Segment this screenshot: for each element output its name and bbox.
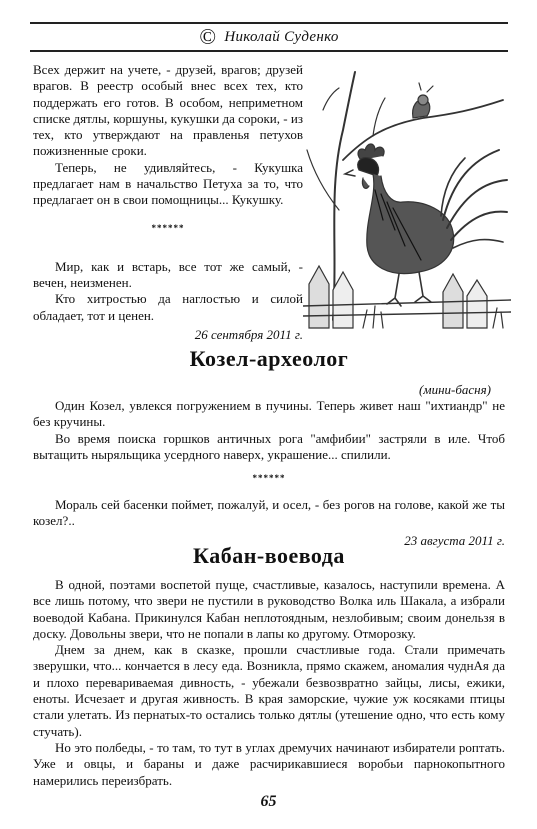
fable-date: 23 августа 2011 г. [404, 532, 505, 548]
fable-section [33, 346, 505, 549]
poem-paragraph: Всех держит на учете, - друзей, врагов; друзей врагов. В реестр особый внес всех тех, кто поддержать его готов. В особом, неприметном списке дятлы, коршуны, кукушки да сороки, - из тех, кто утверждают на правленья петухов пожизненные сроки. [33, 62, 303, 159]
running-header [30, 22, 508, 52]
fable-paragraph: Во время поиска горшков античных рога "амфибии" застряли в иле. Чтоб вытащить ныряльщика усердного наверх, украшение... спилили. [33, 430, 505, 462]
poem-section [33, 62, 303, 343]
author-name: Николай Суденко [224, 28, 339, 45]
moral-paragraph: Мир, как и встарь, все тот же самый, - вечен, неизменен. [33, 258, 303, 290]
story-paragraph: Но это полбеды, - то там, то тут в углах дремучих начинают избиратели роптать. Уже и овцы, и бараны и даже расчирикавшиеся воробьи парнокопытного намерились переизбрать. [33, 739, 505, 788]
story-section [33, 543, 505, 789]
fable-moral: Мораль сей басенки поймет, пожалуй, и осел, - без рогов на голове, какой же ты козел?.. [33, 497, 505, 529]
story-title: Кабан-воевода [193, 543, 345, 568]
fable-title: Козел-археолог [189, 346, 349, 371]
poem-paragraph: Теперь, не удивляйтесь, - Кукушка предлагает нам в начальство Петуха за то, что предлагает он в свои помощницы... Кукушку. [33, 159, 303, 208]
page-number: 65 [260, 793, 277, 810]
poem-date: 26 сентября 2011 г. [194, 326, 303, 342]
fable-paragraph: Один Козел, увлекся погружением в пучины. Теперь живет наш "ихтиандр" не без кручины. [33, 398, 505, 430]
section-divider: ****** [151, 222, 185, 233]
section-divider: ****** [252, 473, 286, 484]
copyright-symbol: © [199, 24, 217, 49]
rooster-illustration [303, 70, 511, 330]
story-paragraph: Днем за днем, как в сказке, прошли счастливые года. Стали примечать зверушки, что... кончается в лесу еда. Возникла, прямо скажем, аномалия чуднАя да и плохо перевариваемая дивность, - убежали безвозвратно зайцы, лисы, ежики, еноты. Исчезает и другая живность. В края заморские, чужие уж косяками птицы стали улетать. Из пернатых-то остались только дятлы (утешение одно, что есть кому стучать). [33, 642, 505, 739]
moral-paragraph: Кто хитростью да наглостью и силой обладает, тот и ценен. [33, 291, 303, 323]
story-paragraph: В одной, поэтами воспетой пуще, счастливые, казалось, наступили времена. А все лишь потому, что звери не пустили в руководство Волка иль Шакала, а избрали воеводой Кабана. Прикинулся Кабан неплотоядным, незлобивым; своим донельзя в доску. Довольны звери, что не попали в лапы ко другому. Отморозку. [33, 577, 505, 641]
fable-subtitle: (мини-басня) [418, 382, 491, 397]
